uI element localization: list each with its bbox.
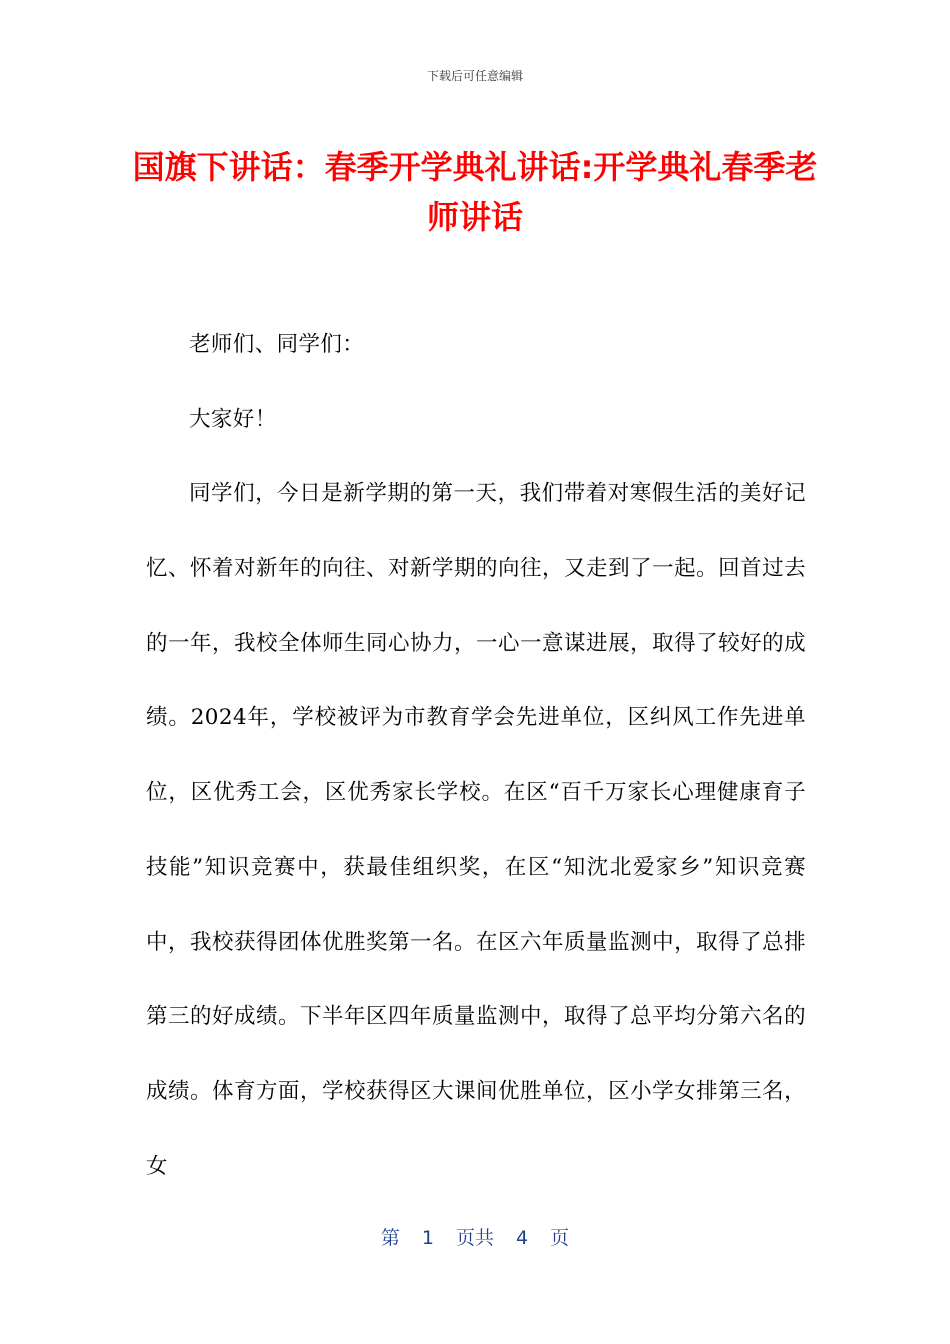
page-footer xyxy=(0,1226,950,1250)
page-prefix: 第 xyxy=(380,1227,400,1249)
greeting-line: 大家好！ xyxy=(189,406,277,432)
page-total: 4 xyxy=(516,1227,529,1249)
document-body xyxy=(146,326,806,1196)
salutation-line: 老师们、同学们： xyxy=(189,332,365,357)
page-middle: 页共 xyxy=(455,1227,494,1249)
header-note: 下载后可任意编辑 xyxy=(426,69,523,83)
document-title: 国旗下讲话：春季开学典礼讲话:开学典礼春季老师讲话 xyxy=(132,148,818,236)
body-paragraph: 同学们，今日是新学期的第一天，我们带着对寒假生活的美好记忆、怀着对新年的向往、对新学期的向往，又走到了一起。回首过去的一年，我校全体师生同心协力，一心一意谋进展，取得了较好的成绩。2024年，学校被评为市教育学会先进单位，区纠风工作先进单位，区优秀工会，区优秀家长学校。在区“百千万家长心理健康育子技能”知识竞赛中，获最佳组织奖，在区“知沈北爱家乡”知识竞赛中，我校获得团体优胜奖第一名。在区六年质量监测中，取得了总排第三的好成绩。下半年区四年质量监测中，取得了总平均分第六名的成绩。体育方面，学校获得区大课间优胜单位，区小学女排第三名，女 xyxy=(146,480,806,1180)
page-suffix: 页 xyxy=(550,1227,570,1249)
page-current: 1 xyxy=(421,1227,434,1249)
